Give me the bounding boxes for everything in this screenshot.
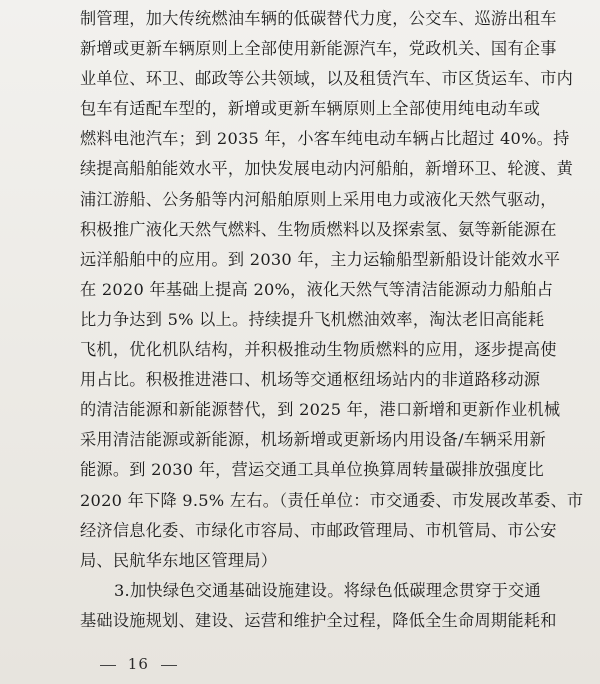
- page-number: [94, 655, 183, 673]
- text-line: 2020 年下降 9.5% 左右。（责任单位：市交通委、市发展改革委、市: [80, 490, 584, 510]
- text-line: 远洋船舶中的应用。到 2030 年，主力运输船型新船设计能效水平: [80, 249, 561, 269]
- text-line: 采用清洁能源或新能源，机场新增或更新场内用设备/车辆采用新: [80, 430, 546, 450]
- text-line: 能源。到 2030 年，营运交通工具单位换算周转量碳排放强度比: [80, 460, 544, 480]
- text-line: 基础设施规划、建设、运营和维护全过程，降低全生命周期能耗和: [80, 610, 557, 630]
- text-line: 经济信息化委、市绿化市容局、市邮政管理局、市机管局、市公安: [80, 520, 557, 540]
- text-line: 积极推广液化天然气燃料、生物质燃料以及探索氢、氨等新能源在: [80, 219, 557, 239]
- page-number-left-dash: [100, 665, 116, 666]
- text-line: 比力争达到 5% 以上。持续提升飞机燃油效率，淘汰老旧高能耗: [80, 309, 545, 329]
- page-number-right-dash: [161, 665, 177, 666]
- body-text: [80, 4, 584, 636]
- text-line: 制管理，加大传统燃油车辆的低碳替代力度，公交车、巡游出租车: [80, 9, 557, 28]
- text-line: 飞机，优化机队结构，并积极推动生物质燃料的应用，逐步提高使: [80, 340, 557, 360]
- text-line: 包车有适配车型的，新增或更新车辆原则上全部使用纯电动车或: [80, 99, 541, 119]
- text-line: 燃料电池汽车；到 2035 年，小客车纯电动车辆占比超过 40%。持: [80, 129, 570, 149]
- page-number-value: 16: [127, 655, 149, 673]
- text-line: 的清洁能源和新能源替代，到 2025 年，港口新增和更新作业机械: [80, 400, 561, 420]
- section-heading-line: 3.加快绿色交通基础设施建设。将绿色低碳理念贯穿于交通: [114, 580, 541, 600]
- text-line: 在 2020 年基础上提高 20%，液化天然气等清洁能源动力船舶占: [80, 279, 554, 299]
- text-line: 局、民航华东地区管理局）: [80, 550, 278, 570]
- text-line: 新增或更新车辆原则上全部使用新能源汽车，党政机关、国有企事: [80, 39, 557, 59]
- text-line: 续提高船舶能效水平，加快发展电动内河船舶，新增环卫、轮渡、黄: [80, 159, 574, 179]
- text-line: 浦江游船、公务船等内河船舶原则上采用电力或液化天然气驱动，: [80, 189, 557, 209]
- text-line: 业单位、环卫、邮政等公共领域，以及租赁汽车、市区货运车、市内: [80, 69, 574, 89]
- text-line: 用占比。积极推进港口、机场等交通枢纽场站内的非道路移动源: [80, 370, 541, 390]
